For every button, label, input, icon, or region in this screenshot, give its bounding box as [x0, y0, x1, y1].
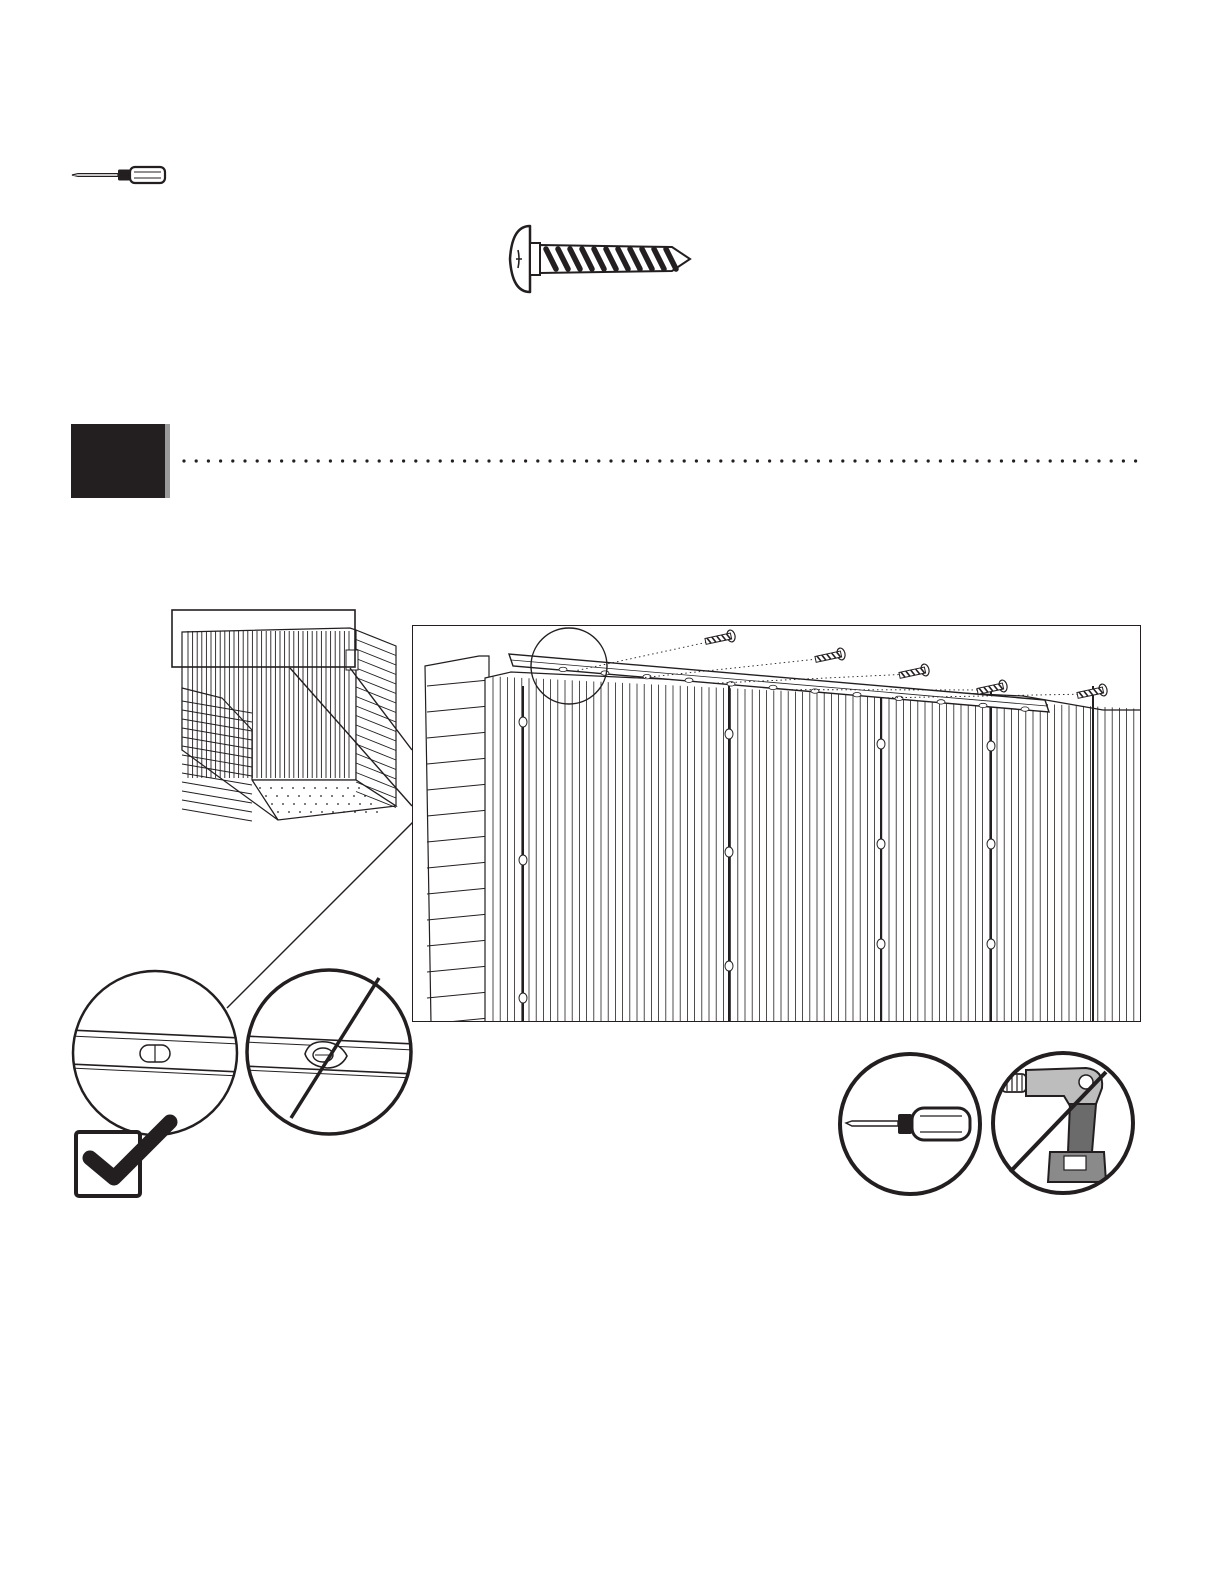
screwdriver-icon: [836, 1050, 984, 1198]
power-drill-prohibited-icon: [988, 1048, 1138, 1198]
incorrect-screw-seating-detail: [243, 966, 415, 1138]
step-number-box: [71, 424, 165, 498]
wall-top-rail-screw-illustration: [412, 625, 1141, 1022]
step-number-box-shadow: [165, 424, 170, 498]
shed-overview-illustration: [160, 600, 420, 830]
step-divider-dots: [180, 454, 1145, 468]
pan-head-screw-icon: [500, 220, 700, 298]
screwdriver-icon: [70, 164, 170, 186]
check-mark-icon: [70, 1110, 185, 1202]
